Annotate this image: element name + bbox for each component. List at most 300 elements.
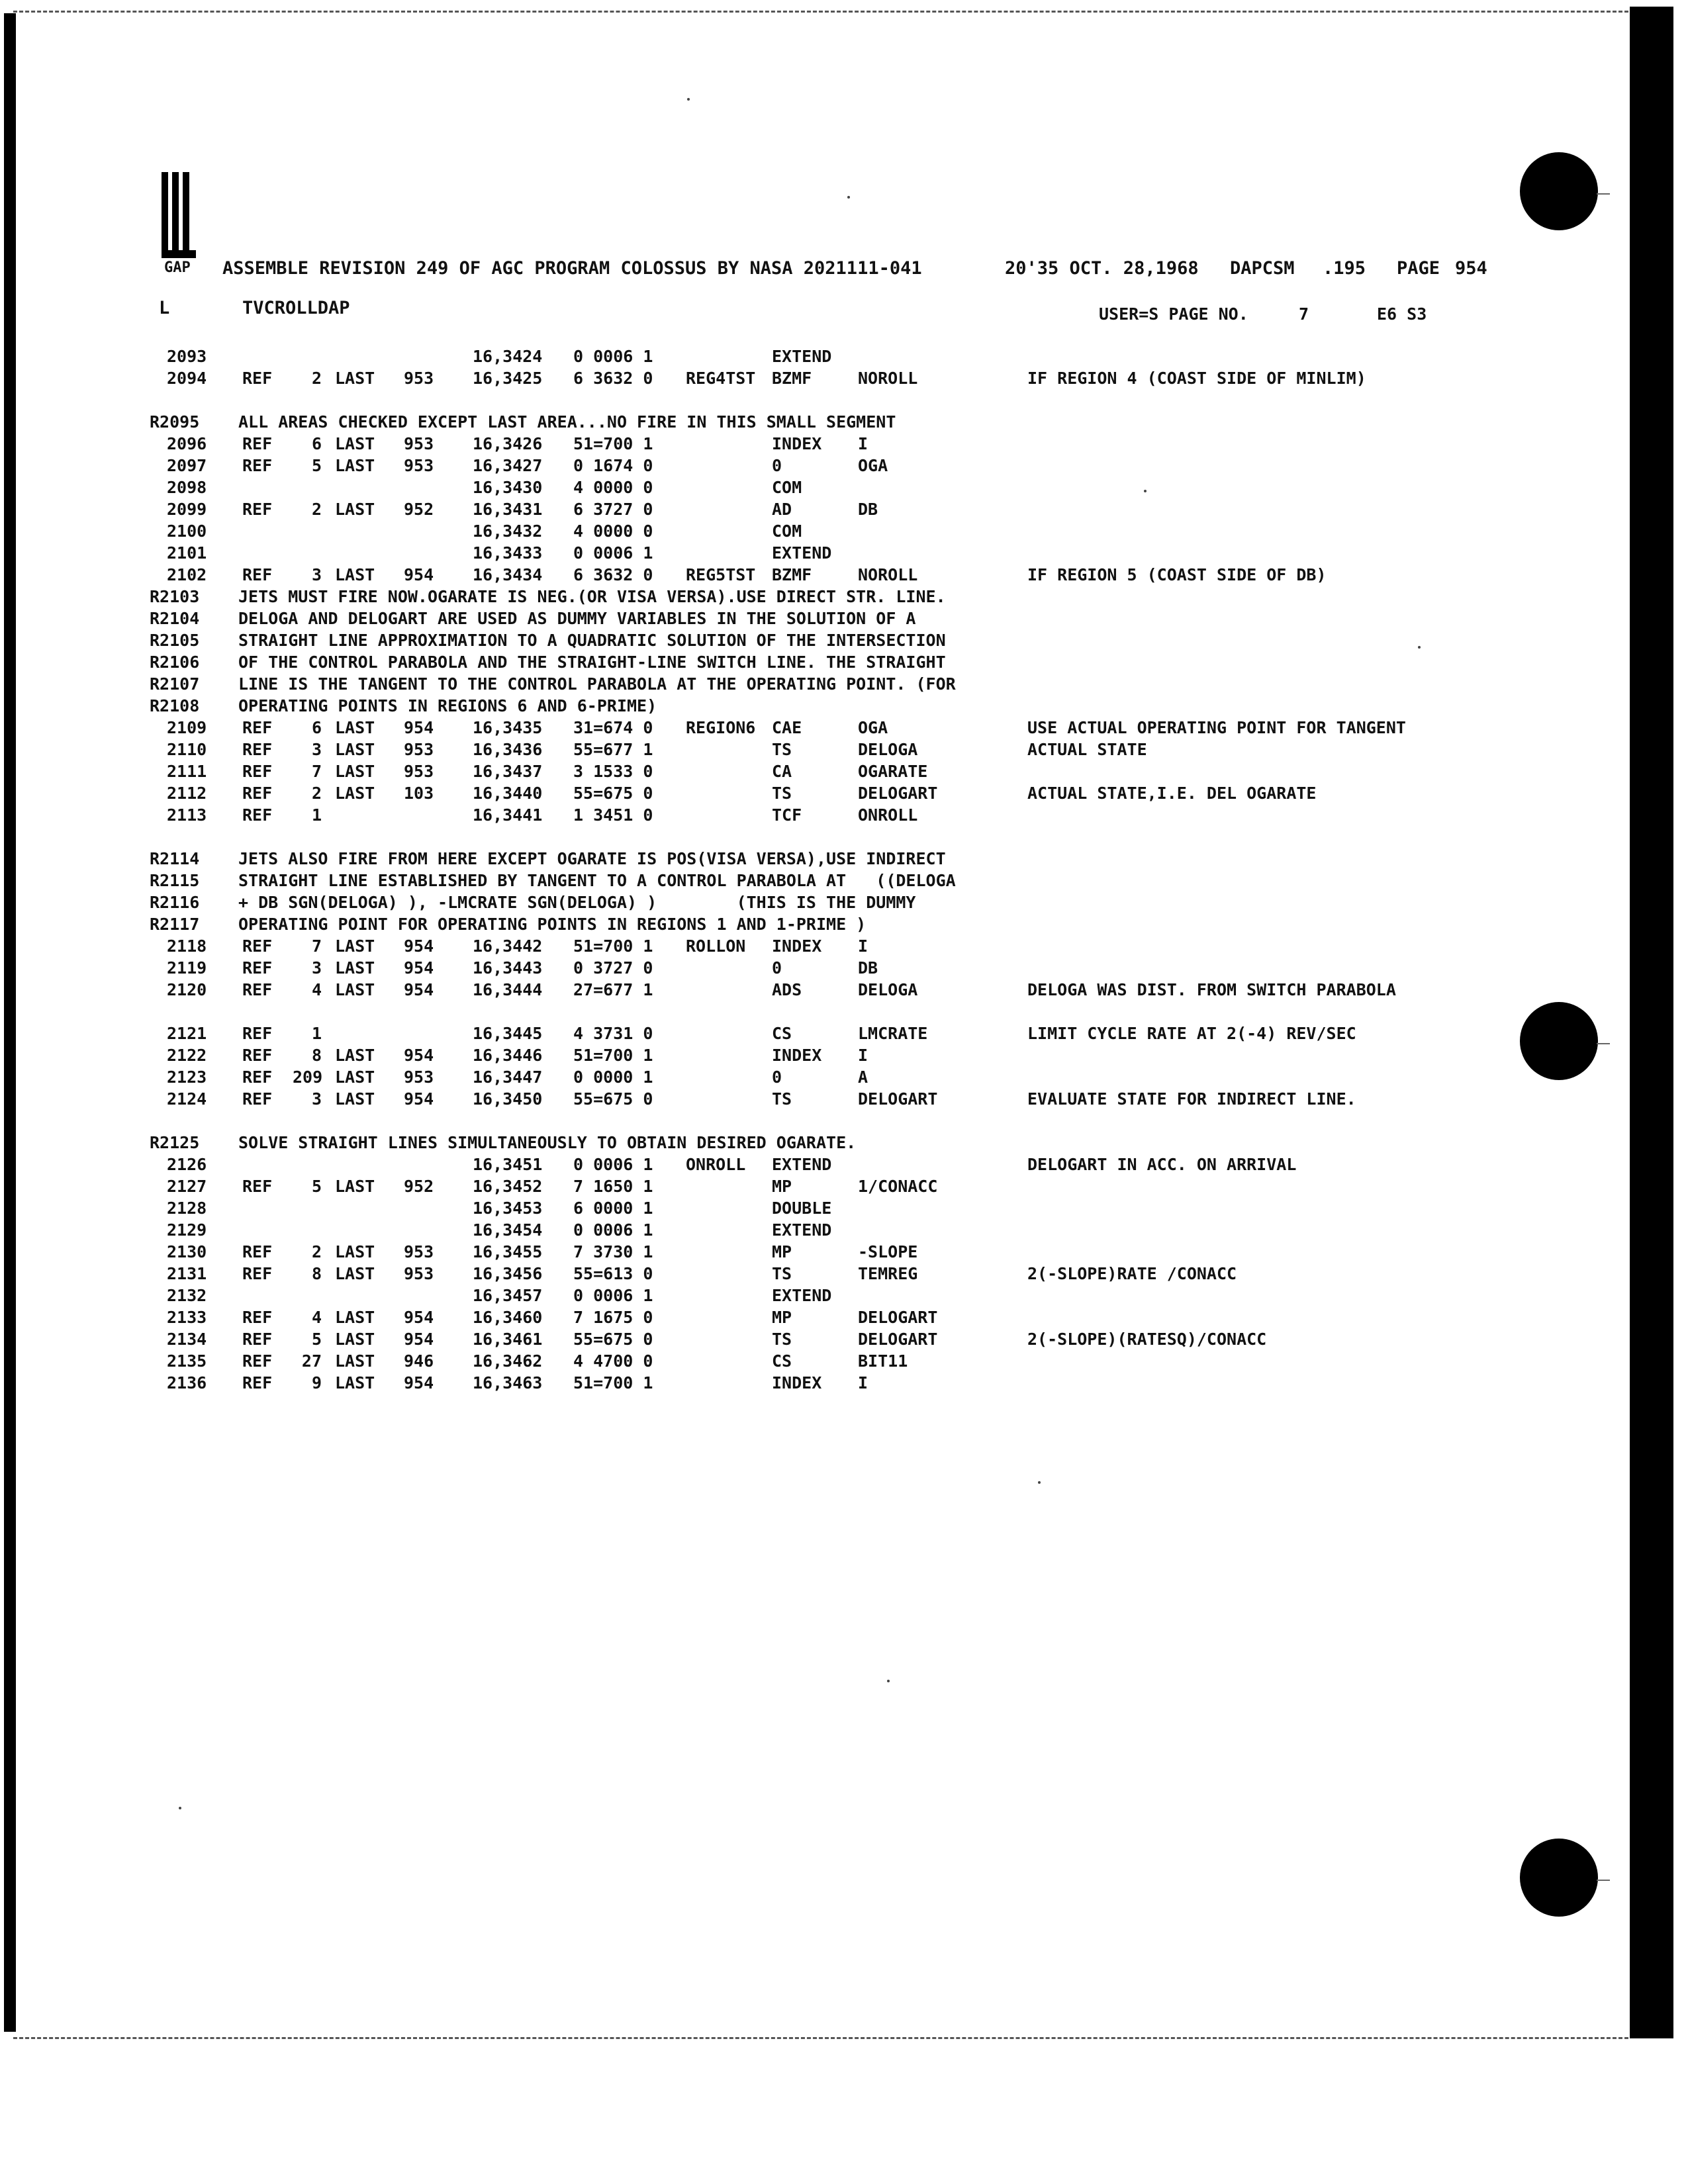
ref-count: 27 (301, 1351, 322, 1371)
code-label: ONROLL (686, 1155, 746, 1174)
comment: IF REGION 4 (COAST SIDE OF MINLIM) (1027, 369, 1366, 388)
address: 16,3451 (473, 1155, 543, 1174)
line-number: 2134 (167, 1330, 207, 1349)
last-page: 953 (404, 1242, 434, 1261)
operand: LMCRATE (858, 1024, 928, 1043)
ref-marker: REF (242, 1373, 273, 1392)
line-number: 2133 (167, 1308, 207, 1327)
last-page: 103 (404, 784, 434, 803)
code-line (150, 522, 1619, 543)
scan-speck (1144, 490, 1147, 492)
line-number: 2136 (167, 1373, 207, 1392)
comment-line (150, 696, 1619, 718)
ref-count: 6 (311, 434, 322, 453)
comment: IF REGION 5 (COAST SIDE OF DB) (1027, 565, 1327, 584)
address: 16,3437 (473, 762, 543, 781)
code-line (150, 958, 1619, 980)
code-line (150, 1177, 1619, 1199)
ref-marker: REF (242, 1024, 273, 1043)
ref-marker: REF (242, 805, 273, 825)
comment: 2(-SLOPE)(RATESQ)/CONACC (1027, 1330, 1267, 1349)
line-number: 2132 (167, 1286, 207, 1305)
ref-count: 5 (311, 1330, 322, 1349)
octal-code: 7 3730 1 (573, 1242, 653, 1261)
octal-code: 55=675 0 (573, 1089, 653, 1109)
ref-count: 6 (311, 718, 322, 737)
top-edge-line (13, 11, 1628, 13)
opcode: TCF (772, 805, 802, 825)
address: 16,3446 (473, 1046, 543, 1065)
last-marker: LAST (335, 784, 375, 803)
comment-text: ALL AREAS CHECKED EXCEPT LAST AREA...NO FIRE IN THIS SMALL SEGMENT (238, 412, 896, 432)
code-line (150, 1220, 1619, 1242)
operand: DELOGA (858, 740, 918, 759)
scan-speck (1418, 646, 1421, 649)
address: 16,3427 (473, 456, 543, 475)
last-page: 953 (404, 740, 434, 759)
ref-count: 3 (311, 740, 322, 759)
opcode: INDEX (772, 1373, 822, 1392)
ref-marker: REF (242, 980, 273, 999)
opcode: COM (772, 522, 802, 541)
line-number: 2111 (167, 762, 207, 781)
line-number: 2098 (167, 478, 207, 497)
last-marker: LAST (335, 718, 375, 737)
opcode: TS (772, 740, 792, 759)
opcode: EXTEND (772, 347, 832, 366)
operand: ONROLL (858, 805, 918, 825)
address: 16,3450 (473, 1089, 543, 1109)
page-label: PAGE (1397, 258, 1440, 279)
octal-code: 6 3632 0 (573, 369, 653, 388)
last-page: 953 (404, 434, 434, 453)
octal-code: 4 4700 0 (573, 1351, 653, 1371)
last-marker: LAST (335, 1351, 375, 1371)
opcode: MP (772, 1242, 792, 1261)
line-number: 2097 (167, 456, 207, 475)
address: 16,3431 (473, 500, 543, 519)
code-line (150, 1330, 1619, 1351)
code-line (150, 478, 1619, 500)
bottom-edge-line (13, 2037, 1628, 2039)
comment-line (150, 849, 1619, 871)
code-line (150, 1308, 1619, 1330)
last-page: 953 (404, 456, 434, 475)
code-line (150, 1155, 1619, 1177)
octal-code: 27=677 1 (573, 980, 653, 999)
code-line (150, 500, 1619, 522)
octal-code: 6 3727 0 (573, 500, 653, 519)
octal-code: 4 0000 0 (573, 522, 653, 541)
ref-count: 3 (311, 1089, 322, 1109)
code-label: REG4TST (686, 369, 756, 388)
comment-text: JETS MUST FIRE NOW.OGARATE IS NEG.(OR VISA VERSA).USE DIRECT STR. LINE. (238, 587, 946, 606)
line-number: R2095 (150, 412, 200, 432)
last-page: 952 (404, 500, 434, 519)
opcode: COM (772, 478, 802, 497)
octal-code: 6 3632 0 (573, 565, 653, 584)
ref-count: 3 (311, 958, 322, 978)
last-marker: LAST (335, 1242, 375, 1261)
octal-code: 6 0000 1 (573, 1199, 653, 1218)
comment-line (150, 674, 1619, 696)
comment: LIMIT CYCLE RATE AT 2(-4) REV/SEC (1027, 1024, 1356, 1043)
octal-code: 0 0000 1 (573, 1068, 653, 1087)
comment: USE ACTUAL OPERATING POINT FOR TANGENT (1027, 718, 1406, 737)
comment-line (150, 587, 1619, 609)
ref-count: 1 (311, 1024, 322, 1043)
ref-count: 2 (311, 500, 322, 519)
address: 16,3435 (473, 718, 543, 737)
line-number: 2099 (167, 500, 207, 519)
operand: OGA (858, 456, 888, 475)
octal-code: 51=700 1 (573, 434, 653, 453)
ref-count: 1 (311, 805, 322, 825)
code-line (150, 1024, 1619, 1046)
octal-code: 7 1650 1 (573, 1177, 653, 1196)
opcode: DOUBLE (772, 1199, 832, 1218)
last-marker: LAST (335, 1089, 375, 1109)
address: 16,3430 (473, 478, 543, 497)
address: 16,3456 (473, 1264, 543, 1283)
last-marker: LAST (335, 936, 375, 956)
ref-marker: REF (242, 718, 273, 737)
log-section-number: .195 (1323, 258, 1366, 279)
code-line (150, 1286, 1619, 1308)
opcode: 0 (772, 958, 782, 978)
last-page: 954 (404, 958, 434, 978)
last-marker: LAST (335, 762, 375, 781)
last-marker: LAST (335, 740, 375, 759)
line-number: 2102 (167, 565, 207, 584)
address: 16,3442 (473, 936, 543, 956)
code-label: ROLLON (686, 936, 746, 956)
comment-text: DELOGA AND DELOGART ARE USED AS DUMMY VARIABLES IN THE SOLUTION OF A (238, 609, 916, 628)
octal-code: 0 0006 1 (573, 1220, 653, 1240)
code-line (150, 980, 1619, 1002)
line-number: R2107 (150, 674, 200, 694)
octal-code: 0 3727 0 (573, 958, 653, 978)
opcode: 0 (772, 1068, 782, 1087)
operand: TEMREG (858, 1264, 918, 1283)
code-line (150, 1068, 1619, 1089)
left-scan-border (4, 13, 16, 2032)
line-number: 2101 (167, 543, 207, 563)
code-line (150, 762, 1619, 784)
ref-count: 2 (311, 784, 322, 803)
address: 16,3433 (473, 543, 543, 563)
code-line (150, 543, 1619, 565)
line-number: 2118 (167, 936, 207, 956)
line-number: R2104 (150, 609, 200, 628)
octal-code: 55=675 0 (573, 1330, 653, 1349)
opcode: INDEX (772, 1046, 822, 1065)
operand: I (858, 1046, 868, 1065)
code-line (150, 369, 1619, 390)
operand: DELOGART (858, 1089, 938, 1109)
comment-line (150, 631, 1619, 653)
octal-code: 4 0000 0 (573, 478, 653, 497)
ref-marker: REF (242, 1264, 273, 1283)
line-number: 2110 (167, 740, 207, 759)
last-page: 954 (404, 1308, 434, 1327)
ref-marker: REF (242, 565, 273, 584)
comment: DELOGART IN ACC. ON ARRIVAL (1027, 1155, 1297, 1174)
ref-count: 7 (311, 762, 322, 781)
last-marker: LAST (335, 1308, 375, 1327)
opcode: EXTEND (772, 543, 832, 563)
line-number: 2128 (167, 1199, 207, 1218)
operand: OGA (858, 718, 888, 737)
comment-line (150, 1133, 1619, 1155)
address: 16,3460 (473, 1308, 543, 1327)
last-marker: LAST (335, 456, 375, 475)
opcode: ADS (772, 980, 802, 999)
scan-speck (887, 1680, 890, 1682)
last-marker: LAST (335, 565, 375, 584)
user-page-label: USER=S PAGE NO. (1099, 304, 1248, 324)
punch-hole-bottom (1520, 1839, 1598, 1917)
code-label: REGION6 (686, 718, 756, 737)
last-marker: LAST (335, 1330, 375, 1349)
last-page: 954 (404, 1089, 434, 1109)
comment: EVALUATE STATE FOR INDIRECT LINE. (1027, 1089, 1356, 1109)
line-number: 2100 (167, 522, 207, 541)
comment: 2(-SLOPE)RATE /CONACC (1027, 1264, 1237, 1283)
ref-marker: REF (242, 1308, 273, 1327)
last-marker: LAST (335, 500, 375, 519)
octal-code: 51=700 1 (573, 1046, 653, 1065)
ref-marker: REF (242, 434, 273, 453)
address: 16,3457 (473, 1286, 543, 1305)
last-page: 946 (404, 1351, 434, 1371)
last-page: 954 (404, 718, 434, 737)
ref-marker: REF (242, 936, 273, 956)
opcode: MP (772, 1177, 792, 1196)
ref-marker: REF (242, 784, 273, 803)
line-number: 2120 (167, 980, 207, 999)
operand: DB (858, 958, 878, 978)
line-number: 2094 (167, 369, 207, 388)
octal-code: 55=613 0 (573, 1264, 653, 1283)
line-number: 2123 (167, 1068, 207, 1087)
operand: DELOGA (858, 980, 918, 999)
opcode: EXTEND (772, 1220, 832, 1240)
code-line (150, 740, 1619, 762)
line-number: R2117 (150, 915, 200, 934)
ref-count: 4 (311, 1308, 322, 1327)
opcode: BZMF (772, 369, 812, 388)
last-marker: LAST (335, 1177, 375, 1196)
marker-text: GAP (164, 259, 191, 276)
comment-text: SOLVE STRAIGHT LINES SIMULTANEOUSLY TO OBTAIN DESIRED OGARATE. (238, 1133, 857, 1152)
ref-count: 7 (311, 936, 322, 956)
opcode: BZMF (772, 565, 812, 584)
last-page: 953 (404, 1068, 434, 1087)
ref-marker: REF (242, 958, 273, 978)
last-page: 954 (404, 936, 434, 956)
comment-text: LINE IS THE TANGENT TO THE CONTROL PARABOLA AT THE OPERATING POINT. (FOR (238, 674, 956, 694)
ref-marker: REF (242, 1351, 273, 1371)
ref-marker: REF (242, 1089, 273, 1109)
opcode: TS (772, 784, 792, 803)
opcode: TS (772, 1264, 792, 1283)
operand: DB (858, 500, 878, 519)
line-number: 2096 (167, 434, 207, 453)
scan-speck (1038, 1481, 1041, 1484)
right-scan-border (1630, 7, 1673, 2038)
operand: I (858, 1373, 868, 1392)
ref-marker: REF (242, 762, 273, 781)
blank-line (150, 1002, 1619, 1024)
code-line (150, 434, 1619, 456)
line-number: 2112 (167, 784, 207, 803)
user-page-number: 7 (1299, 304, 1309, 324)
code-line (150, 936, 1619, 958)
last-marker: LAST (335, 1264, 375, 1283)
opcode: CS (772, 1351, 792, 1371)
octal-code: 7 1675 0 (573, 1308, 653, 1327)
address: 16,3452 (473, 1177, 543, 1196)
listing-body (150, 347, 1619, 1395)
opcode: AD (772, 500, 792, 519)
comment-line (150, 653, 1619, 674)
octal-code: 4 3731 0 (573, 1024, 653, 1043)
address: 16,3432 (473, 522, 543, 541)
last-page: 953 (404, 369, 434, 388)
comment-line (150, 609, 1619, 631)
opcode: CAE (772, 718, 802, 737)
operand: -SLOPE (858, 1242, 918, 1261)
octal-code: 55=677 1 (573, 740, 653, 759)
last-marker: LAST (335, 1373, 375, 1392)
line-number: 2113 (167, 805, 207, 825)
opcode: CS (772, 1024, 792, 1043)
address: 16,3462 (473, 1351, 543, 1371)
address: 16,3443 (473, 958, 543, 978)
line-number: 2129 (167, 1220, 207, 1240)
address: 16,3444 (473, 980, 543, 999)
ref-marker: REF (242, 740, 273, 759)
line-number: R2108 (150, 696, 200, 715)
ref-count: 8 (311, 1046, 322, 1065)
code-line (150, 1199, 1619, 1220)
line-number: R2116 (150, 893, 200, 912)
code-line (150, 565, 1619, 587)
comment-text: + DB SGN(DELOGA) ), -LMCRATE SGN(DELOGA) ) (THIS IS THE DUMMY (238, 893, 916, 912)
line-number: R2125 (150, 1133, 200, 1152)
code-line (150, 1373, 1619, 1395)
comment: ACTUAL STATE (1027, 740, 1147, 759)
line-number: 2130 (167, 1242, 207, 1261)
scan-speck (179, 1807, 181, 1809)
comment-line (150, 871, 1619, 893)
ref-count: 8 (311, 1264, 322, 1283)
log-section-label: DAPCSM (1230, 258, 1295, 279)
octal-code: 0 0006 1 (573, 543, 653, 563)
column-l-label: L (159, 298, 170, 318)
code-line (150, 805, 1619, 827)
octal-code: 0 0006 1 (573, 1286, 653, 1305)
address: 16,3454 (473, 1220, 543, 1240)
operand: A (858, 1068, 868, 1087)
last-marker: LAST (335, 1046, 375, 1065)
ref-marker: REF (242, 1068, 273, 1087)
comment-line (150, 915, 1619, 936)
code-line (150, 347, 1619, 369)
address: 16,3440 (473, 784, 543, 803)
opcode: TS (772, 1330, 792, 1349)
listing-date: 20'35 OCT. 28,1968 (1005, 258, 1199, 279)
comment: DELOGA WAS DIST. FROM SWITCH PARABOLA (1027, 980, 1396, 999)
line-number: R2105 (150, 631, 200, 650)
code-line (150, 456, 1619, 478)
address: 16,3441 (473, 805, 543, 825)
ref-count: 9 (311, 1373, 322, 1392)
line-number: 2119 (167, 958, 207, 978)
opcode: 0 (772, 456, 782, 475)
ref-marker: REF (242, 369, 273, 388)
octal-code: 0 1674 0 (573, 456, 653, 475)
last-page: 953 (404, 1264, 434, 1283)
operand: OGARATE (858, 762, 928, 781)
log-name: TVCROLLDAP (242, 298, 350, 318)
code-line (150, 784, 1619, 805)
octal-code: 3 1533 0 (573, 762, 653, 781)
ref-count: 2 (311, 1242, 322, 1261)
last-page: 954 (404, 1046, 434, 1065)
address: 16,3436 (473, 740, 543, 759)
line-number: 2131 (167, 1264, 207, 1283)
code-line (150, 1264, 1619, 1286)
address: 16,3425 (473, 369, 543, 388)
opcode: EXTEND (772, 1286, 832, 1305)
opcode: EXTEND (772, 1155, 832, 1174)
comment-text: OF THE CONTROL PARABOLA AND THE STRAIGHT-LINE SWITCH LINE. THE STRAIGHT (238, 653, 946, 672)
listing-title: ASSEMBLE REVISION 249 OF AGC PROGRAM COLOSSUS BY NASA 2021111-041 (222, 258, 922, 279)
operand: BIT11 (858, 1351, 908, 1371)
extra-code: E6 S3 (1377, 304, 1427, 324)
opcode: CA (772, 762, 792, 781)
opcode: MP (772, 1308, 792, 1327)
code-line (150, 1351, 1619, 1373)
code-line (150, 718, 1619, 740)
listing-start-marker (162, 172, 201, 258)
comment-text: STRAIGHT LINE APPROXIMATION TO A QUADRATIC SOLUTION OF THE INTERSECTION (238, 631, 946, 650)
ref-marker: REF (242, 1046, 273, 1065)
last-page: 954 (404, 1330, 434, 1349)
scan-speck (847, 196, 850, 199)
ref-marker: REF (242, 456, 273, 475)
last-page: 954 (404, 1373, 434, 1392)
line-number: 2126 (167, 1155, 207, 1174)
line-number: R2106 (150, 653, 200, 672)
comment: ACTUAL STATE,I.E. DEL OGARATE (1027, 784, 1317, 803)
operand: DELOGART (858, 1308, 938, 1327)
address: 16,3424 (473, 347, 543, 366)
opcode: INDEX (772, 936, 822, 956)
ref-count: 3 (311, 565, 322, 584)
ref-count: 5 (311, 1177, 322, 1196)
comment-text: JETS ALSO FIRE FROM HERE EXCEPT OGARATE IS POS(VISA VERSA),USE INDIRECT (238, 849, 946, 868)
address: 16,3445 (473, 1024, 543, 1043)
ref-count: 5 (311, 456, 322, 475)
octal-code: 0 0006 1 (573, 347, 653, 366)
octal-code: 0 0006 1 (573, 1155, 653, 1174)
line-number: 2121 (167, 1024, 207, 1043)
line-number: R2114 (150, 849, 200, 868)
punch-hole-top (1520, 152, 1598, 230)
